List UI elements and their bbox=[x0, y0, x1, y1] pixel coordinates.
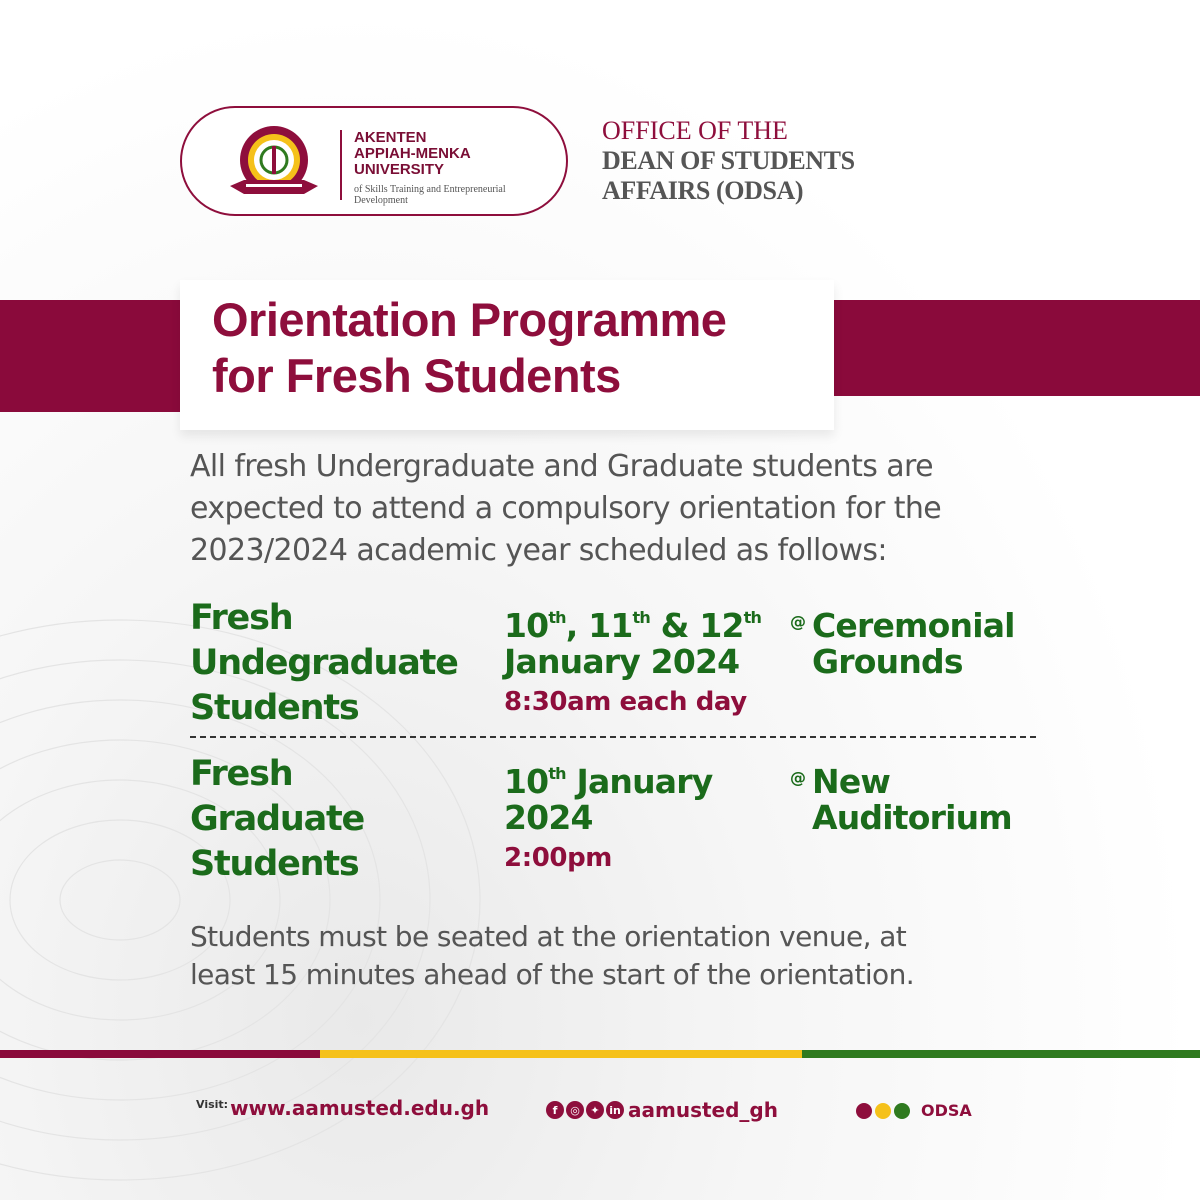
university-name-line: APPIAH-MENKA bbox=[354, 145, 471, 162]
intro-paragraph bbox=[190, 446, 1030, 572]
seating-note bbox=[190, 918, 1030, 994]
office-line: AFFAIRS (ODSA) bbox=[602, 176, 804, 205]
note-line: Students must be seated at the orientation venue, at bbox=[190, 920, 907, 953]
odsa-badge bbox=[856, 1101, 972, 1120]
date-day: , 11 bbox=[565, 606, 633, 645]
gold-stripe bbox=[320, 1050, 802, 1058]
date-suffix: th bbox=[632, 608, 650, 627]
audience-label bbox=[190, 752, 364, 887]
event-time: 8:30am each day bbox=[504, 687, 747, 717]
social-handle[interactable]: aamusted_gh bbox=[628, 1098, 778, 1122]
visit-label: Visit: bbox=[196, 1098, 229, 1111]
maroon-band-right bbox=[826, 300, 1200, 396]
maroon-band-left bbox=[0, 300, 190, 412]
green-stripe bbox=[802, 1050, 1200, 1058]
audience-line: Fresh bbox=[190, 598, 293, 638]
university-logo-badge bbox=[180, 106, 568, 216]
university-subtitle bbox=[354, 184, 506, 206]
university-name-line: AKENTEN bbox=[354, 129, 427, 146]
university-name-line: UNIVERSITY bbox=[354, 161, 445, 178]
date-day: & 12 bbox=[649, 606, 744, 645]
university-seal-icon bbox=[224, 122, 324, 208]
university-subtitle-line: of Skills Training and Entrepreneurial bbox=[354, 184, 506, 195]
green-dot-icon bbox=[894, 1103, 910, 1119]
date-suffix: th bbox=[548, 764, 566, 783]
event-date bbox=[504, 764, 712, 876]
date-day: 10 bbox=[504, 606, 549, 645]
date-line bbox=[504, 608, 761, 644]
twitter-icon[interactable]: ✦ bbox=[586, 1101, 604, 1119]
date-line: January 2024 bbox=[504, 642, 740, 681]
audience-line: Students bbox=[190, 844, 359, 884]
gold-dot-icon bbox=[875, 1103, 891, 1119]
venue-line: Grounds bbox=[812, 642, 963, 681]
odsa-label: ODSA bbox=[921, 1101, 972, 1120]
dashed-divider bbox=[190, 736, 1036, 738]
audience-line: Students bbox=[190, 688, 359, 728]
at-symbol: @ bbox=[790, 612, 806, 631]
intro-line: 2023/2024 academic year scheduled as follows: bbox=[190, 533, 887, 568]
maroon-dot-icon bbox=[856, 1103, 872, 1119]
logo-divider bbox=[340, 130, 342, 200]
date-suffix: th bbox=[548, 608, 566, 627]
title-line: Orientation Programme bbox=[212, 293, 727, 346]
website-link[interactable] bbox=[196, 1096, 489, 1120]
venue-line: Ceremonial bbox=[812, 606, 1015, 645]
audience-label bbox=[190, 596, 458, 731]
intro-line: All fresh Undergraduate and Graduate students are bbox=[190, 449, 933, 484]
date-day: 10 bbox=[504, 762, 549, 801]
university-subtitle-line: Development bbox=[354, 195, 408, 206]
at-symbol: @ bbox=[790, 768, 806, 787]
date-line bbox=[504, 764, 712, 800]
event-date bbox=[504, 608, 761, 720]
office-line: OFFICE OF THE bbox=[602, 116, 788, 145]
page-title bbox=[212, 292, 726, 404]
title-line: for Fresh Students bbox=[212, 349, 621, 402]
event-time: 2:00pm bbox=[504, 843, 612, 873]
office-heading bbox=[602, 116, 855, 206]
audience-line: Undegraduate bbox=[190, 643, 458, 683]
event-venue bbox=[790, 606, 1015, 681]
instagram-icon[interactable]: ◎ bbox=[566, 1101, 584, 1119]
office-line: DEAN OF STUDENTS bbox=[602, 146, 855, 175]
date-month: January bbox=[565, 762, 713, 801]
event-venue bbox=[790, 762, 1012, 837]
date-suffix: th bbox=[743, 608, 762, 627]
website-url[interactable]: www.aamusted.edu.gh bbox=[230, 1096, 490, 1120]
audience-line: Graduate bbox=[190, 799, 365, 839]
social-handles bbox=[546, 1098, 778, 1122]
intro-line: expected to attend a compulsory orientation for the bbox=[190, 491, 942, 526]
date-line: 2024 bbox=[504, 798, 593, 837]
venue-line: Auditorium bbox=[812, 798, 1012, 837]
linkedin-icon[interactable]: in bbox=[606, 1101, 624, 1119]
audience-line: Fresh bbox=[190, 754, 293, 794]
maroon-stripe bbox=[0, 1050, 320, 1058]
venue-line: New bbox=[812, 762, 891, 801]
university-name bbox=[354, 130, 471, 178]
note-line: least 15 minutes ahead of the start of the orientation. bbox=[190, 958, 915, 991]
facebook-icon[interactable]: f bbox=[546, 1101, 564, 1119]
